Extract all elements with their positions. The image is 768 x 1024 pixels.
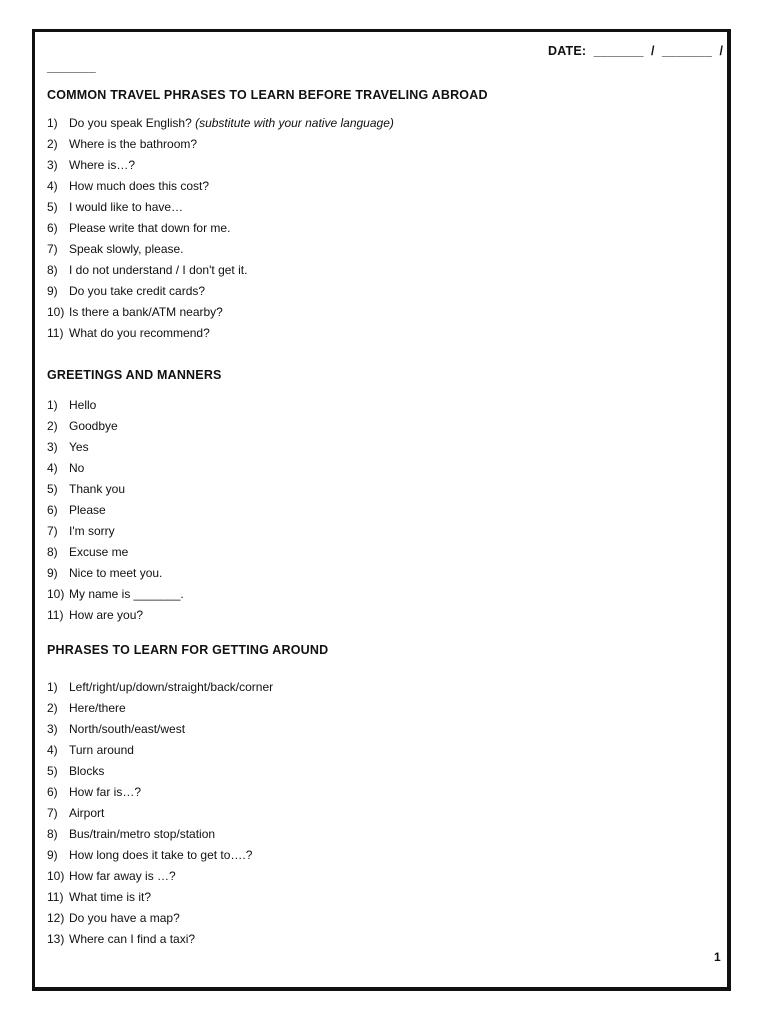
item-text: How are you?	[69, 608, 144, 622]
item-text: Blocks	[69, 764, 105, 778]
item-text: Nice to meet you.	[69, 566, 163, 580]
list-item	[47, 868, 273, 889]
list-item	[47, 910, 273, 931]
item-number: 9)	[47, 848, 58, 862]
list-item	[47, 481, 184, 502]
item-text: Where can I find a taxi?	[69, 932, 196, 946]
item-text: How far away is …?	[69, 869, 176, 883]
item-number: 4)	[47, 743, 58, 757]
list-item	[47, 418, 184, 439]
item-text: What time is it?	[69, 890, 152, 904]
list-item	[47, 742, 273, 763]
list-item	[47, 439, 184, 460]
list-item	[47, 325, 394, 346]
item-number: 11)	[47, 326, 64, 340]
list-item	[47, 607, 184, 628]
section-heading-greetings: GREETINGS AND MANNERS	[47, 368, 222, 382]
item-number: 10)	[47, 305, 65, 319]
item-text: Please	[69, 503, 106, 517]
page-number: 1	[714, 950, 721, 964]
item-text: Excuse me	[69, 545, 129, 559]
item-text: Here/there	[69, 701, 126, 715]
list-item	[47, 178, 394, 199]
list-item	[47, 721, 273, 742]
item-number: 6)	[47, 503, 58, 517]
list-item	[47, 304, 394, 325]
list-item	[47, 460, 184, 481]
item-number: 8)	[47, 263, 58, 277]
item-number: 3)	[47, 158, 58, 172]
item-number: 4)	[47, 461, 58, 475]
item-text: Is there a bank/ATM nearby?	[69, 305, 223, 319]
item-number: 7)	[47, 524, 58, 538]
list-item	[47, 136, 394, 157]
list-item	[47, 241, 394, 262]
item-text: My name is _______.	[69, 587, 184, 601]
list-item	[47, 826, 273, 847]
list-item	[47, 502, 184, 523]
item-number: 6)	[47, 785, 58, 799]
item-number: 1)	[47, 116, 58, 130]
item-number: 10)	[47, 587, 65, 601]
item-number: 5)	[47, 200, 58, 214]
item-number: 9)	[47, 284, 58, 298]
getting-around-list	[47, 679, 273, 952]
item-text: Bus/train/metro stop/station	[69, 827, 216, 841]
item-number: 5)	[47, 482, 58, 496]
common-phrases-list	[47, 115, 394, 346]
list-item	[47, 805, 273, 826]
list-item	[47, 700, 273, 721]
list-item	[47, 199, 394, 220]
item-text: Thank you	[69, 482, 126, 496]
list-item	[47, 784, 273, 805]
list-item	[47, 283, 394, 304]
item-number: 2)	[47, 419, 58, 433]
item-text: No	[69, 461, 85, 475]
date-field: DATE: _______ / _______ /	[548, 44, 724, 58]
item-text: Airport	[69, 806, 105, 820]
list-item	[47, 847, 273, 868]
list-item	[47, 157, 394, 178]
list-item	[47, 523, 184, 544]
item-text: Hello	[69, 398, 97, 412]
item-number: 11)	[47, 608, 64, 622]
item-number: 1)	[47, 680, 58, 694]
list-item	[47, 565, 184, 586]
date-field-continuation: _______	[47, 60, 96, 74]
item-text: Goodbye	[69, 419, 118, 433]
item-text: I would like to have…	[69, 200, 184, 214]
list-item	[47, 679, 273, 700]
item-number: 6)	[47, 221, 58, 235]
item-text: How much does this cost?	[69, 179, 210, 193]
item-number: 7)	[47, 242, 58, 256]
item-text: Turn around	[69, 743, 134, 757]
item-number: 2)	[47, 137, 58, 151]
item-text: I do not understand / I don't get it.	[69, 263, 248, 277]
item-number: 5)	[47, 764, 58, 778]
greetings-list	[47, 397, 184, 628]
item-text: How far is…?	[69, 785, 142, 799]
item-number: 3)	[47, 440, 58, 454]
list-item	[47, 586, 184, 607]
list-item	[47, 397, 184, 418]
item-text: How long does it take to get to….?	[69, 848, 253, 862]
section-heading-getting-around: PHRASES TO LEARN FOR GETTING AROUND	[47, 643, 329, 657]
item-number: 7)	[47, 806, 58, 820]
item-text: Left/right/up/down/straight/back/corner	[69, 680, 274, 694]
item-number: 1)	[47, 398, 58, 412]
item-number: 11)	[47, 890, 64, 904]
item-number: 4)	[47, 179, 58, 193]
list-item	[47, 220, 394, 241]
item-text: Where is…?	[69, 158, 136, 172]
item-text: Do you take credit cards?	[69, 284, 206, 298]
item-number: 13)	[47, 932, 65, 946]
list-item	[47, 115, 394, 136]
section-heading-common-phrases: COMMON TRAVEL PHRASES TO LEARN BEFORE TRAVELING ABROAD	[47, 88, 488, 102]
item-number: 8)	[47, 827, 58, 841]
item-text: Where is the bathroom?	[69, 137, 198, 151]
item-text: North/south/east/west	[69, 722, 186, 736]
item-note: (substitute with your native language)	[195, 116, 394, 130]
item-number: 2)	[47, 701, 58, 715]
list-item	[47, 931, 273, 952]
item-text: What do you recommend?	[69, 326, 210, 340]
item-text: Please write that down for me.	[69, 221, 231, 235]
item-text: Do you speak English?	[69, 116, 196, 130]
list-item	[47, 889, 273, 910]
item-number: 12)	[47, 911, 65, 925]
list-item	[47, 544, 184, 565]
item-text: Speak slowly, please.	[69, 242, 184, 256]
list-item	[47, 763, 273, 784]
item-text: Yes	[69, 440, 89, 454]
item-text: I'm sorry	[69, 524, 115, 538]
item-number: 3)	[47, 722, 58, 736]
item-text: Do you have a map?	[69, 911, 180, 925]
list-item	[47, 262, 394, 283]
item-number: 9)	[47, 566, 58, 580]
item-number: 10)	[47, 869, 65, 883]
item-number: 8)	[47, 545, 58, 559]
